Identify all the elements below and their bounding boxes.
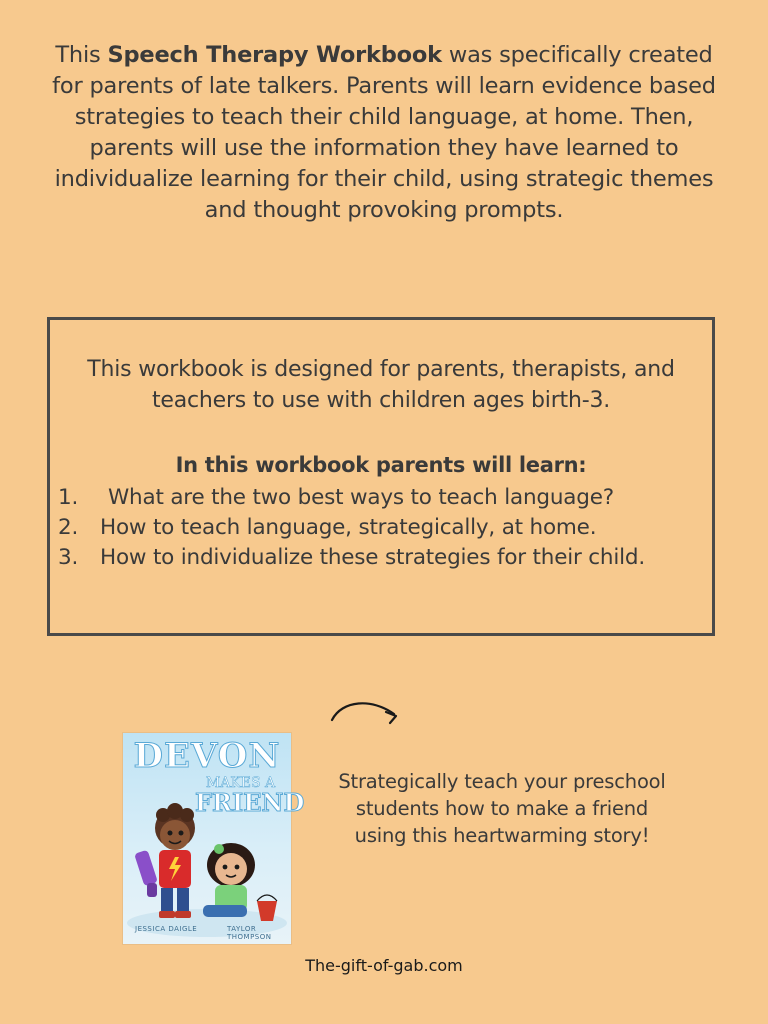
book-author: JESSICA DAIGLE: [135, 925, 198, 933]
workbook-info-box: [47, 317, 715, 636]
learn-list-text: What are the two best ways to teach language?: [108, 485, 614, 510]
book-promo-text: Strategically teach your preschool students how to make a friend using this heartwarming story!: [338, 770, 666, 847]
learn-list-number: 1.: [58, 485, 79, 510]
learn-list-item: [58, 483, 688, 513]
intro-workbook-name: Speech Therapy Workbook: [107, 42, 442, 68]
book-illustrator: TAYLOR THOMPSON: [227, 925, 272, 941]
audience-text: This workbook is designed for parents, therapists, and teachers to use with children ages birth-3.: [87, 357, 675, 413]
website-link[interactable]: The-gift-of-gab.com: [305, 956, 463, 975]
learn-list-item: [58, 513, 688, 543]
learn-list-text: How to teach language, strategically, at home.: [100, 515, 597, 540]
book-cover-image[interactable]: [123, 733, 305, 944]
intro-prefix: This: [55, 42, 108, 68]
book-title-line-3: FRIEND: [195, 788, 305, 817]
learn-list: [58, 483, 688, 573]
intro-body: was specifically created for parents of late talkers. Parents will learn evidence based strategies to teach their child language, at home. Then, parents will use the information they have learned to individualize learning for their child, using strategic themes and thought provoking prompts.: [52, 42, 716, 223]
book-title-line-1: DEVON: [133, 736, 281, 776]
learn-heading: In this workbook parents will learn:: [175, 453, 587, 477]
learn-list-number: 2.: [58, 515, 79, 540]
book-title-line-2: MAKES A: [205, 775, 276, 791]
learn-list-text: How to individualize these strategies for their child.: [100, 545, 645, 570]
intro-paragraph: [50, 40, 718, 226]
learn-list-number: 3.: [58, 545, 79, 570]
learn-list-item: [58, 543, 688, 573]
curved-arrow-icon: [328, 692, 408, 732]
